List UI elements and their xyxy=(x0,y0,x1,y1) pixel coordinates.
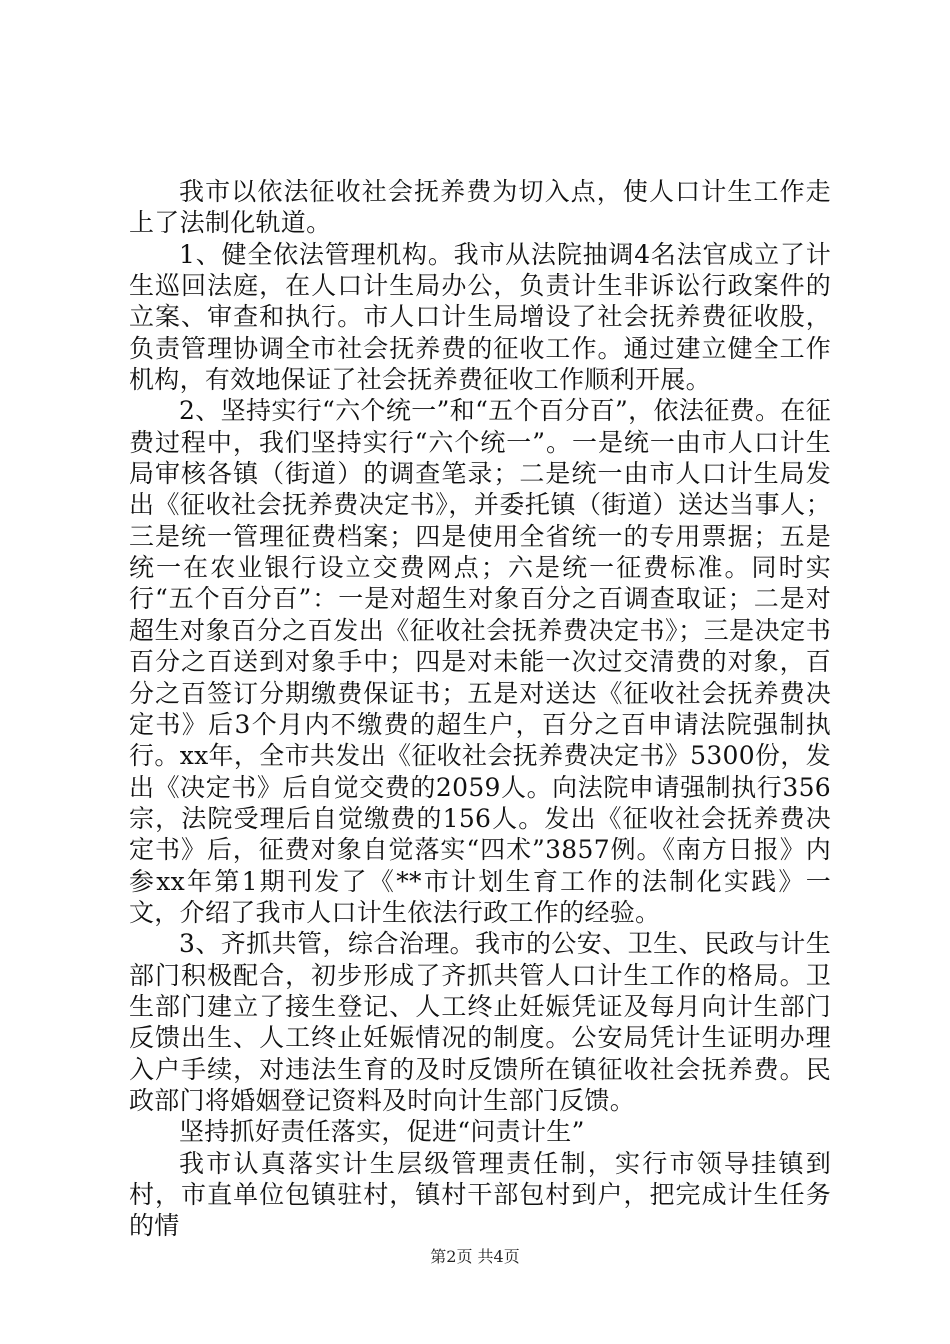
section-heading: 坚持抓好责任落实，促进“问责计生” xyxy=(179,1117,585,1147)
paragraph-item-1: 1、健全依法管理机构。我市从法院抽调4名法官成立了计生巡回法庭，在人口计生局办公，负责计生非诉讼行政案件的立案、审查和执行。市人口计生局增设了社会抚养费征收股，负责管理协调全市社会抚养费的征收工作。通过建立健全工作机构，有效地保证了社会抚养费征收工作顺利开展。 xyxy=(129,239,831,395)
paragraph-responsibility: 我市认真落实计生层级管理责任制，实行市领导挂镇到村，市直单位包镇驻村，镇村干部包村到户，把完成计生任务的情 xyxy=(129,1148,831,1241)
page-number-label: 第2页 共4页 xyxy=(430,1247,520,1266)
paragraph-item-2: 2、坚持实行“六个统一”和“五个百分百”，依法征费。在征费过程中，我们坚持实行“六个统一”。一是统一由市人口计生局审核各镇（街道）的调查笔录；二是统一由市人口计生局发出《征收社会抚养费决定书》，并委托镇（街道）送达当事人；三是统一管理征费档案；四是使用全省统一的专用票据；五是统一在农业银行设立交费网点；六是统一征费标准。同时实行“五个百分百”：一是对超生对象百分之百调查取证；二是对超生对象百分之百发出《征收社会抚养费决定书》；三是决定书百分之百送到对象手中；四是对未能一次过交清费的对象，百分之百签订分期缴费保证书；五是对送达《征收社会抚养费决定书》后3个月内不缴费的超生户，百分之百申请法院强制执行。xx年，全市共发出《征收社会抚养费决定书》5300份，发出《决定书》后自觉交费的2059人。向法院申请强制执行356宗，法院受理后自觉缴费的156人。发出《征收社会抚养费决定书》后，征费对象自觉落实“四术”3857例。《南方日报》内参xx年第1期刊发了《**市计划生育工作的法制化实践》一文，介绍了我市人口计生依法行政工作的经验。 xyxy=(129,396,831,927)
document-body xyxy=(129,176,831,1242)
paragraph-item-3: 3、齐抓共管，综合治理。我市的公安、卫生、民政与计生部门积极配合，初步形成了齐抓共管人口计生工作的格局。卫生部门建立了接生登记、人工终止妊娠凭证及每月向计生部门反馈出生、人工终止妊娠情况的制度。公安局凭计生证明办理入户手续，对违法生育的及时反馈所在镇征收社会抚养费。民政部门将婚姻登记资料及时向计生部门反馈。 xyxy=(129,929,831,1115)
page-footer xyxy=(0,1244,950,1267)
paragraph-intro: 我市以依法征收社会抚养费为切入点，使人口计生工作走上了法制化轨道。 xyxy=(129,177,831,238)
